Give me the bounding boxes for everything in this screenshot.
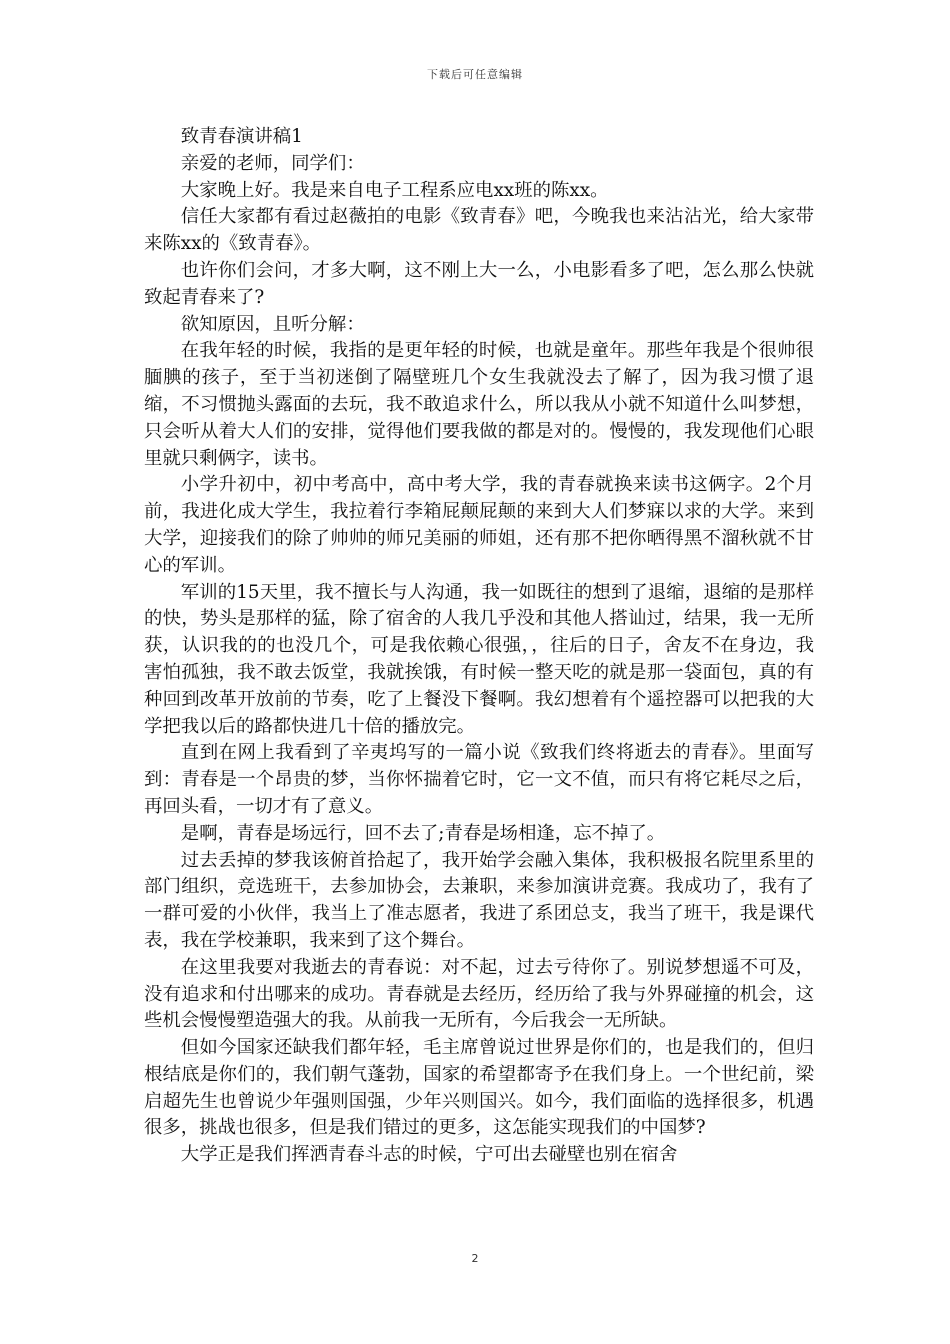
- paragraph: 也许你们会问，才多大啊，这不刚上大一么，小电影看多了吧，怎么那么快就致起青春来了?: [144, 259, 814, 308]
- paragraph: 大学正是我们挥洒青春斗志的时候，宁可出去碰壁也别在宿舍: [180, 1144, 678, 1166]
- paragraph: 小学升初中，初中考高中，高中考大学，我的青春就换来读书这俩字。2个月前，我进化成大学生，我拉着行李箱屁颠屁颠的来到大人们梦寐以求的大学。来到大学，迎接我们的除了帅帅的师兄美丽的师姐，还有那不把你晒得黑不溜秋就不甘心的军训。: [144, 474, 814, 576]
- paragraph: 大家晚上好。我是来自电子工程系应电xx班的陈xx。: [180, 179, 609, 201]
- page-number: 2: [471, 1252, 479, 1265]
- paragraph: 信任大家都有看过赵薇拍的电影《致青春》吧，今晚我也来沾沾光，给大家带来陈xx的《致青春》。: [144, 206, 814, 255]
- paragraph: 在我年轻的时候，我指的是更年轻的时候，也就是童年。那些年我是个很帅很腼腆的孩子，至于当初迷倒了隔壁班几个女生我就没去了解了，因为我习惯了退缩，不习惯抛头露面的去玩，我不敢追求什么，所以我从小就不知道什么叫梦想，只会听从着大人们的安排，觉得他们要我做的都是对的。慢慢的，我发现他们心眼里就只剩俩字，读书。: [144, 340, 814, 469]
- paragraph: 直到在网上我看到了辛夷坞写的一篇小说《致我们终将逝去的青春》。里面写到：青春是一个昂贵的梦，当你怀揣着它时，它一文不值，而只有将它耗尽之后，再回头看，一切才有了意义。: [144, 742, 814, 817]
- paragraph: 是啊，青春是场远行，回不去了;青春是场相逢，忘不掉了。: [180, 822, 666, 844]
- salutation: 亲爱的老师，同学们：: [180, 152, 365, 174]
- page-header-note: 下载后可任意编辑: [427, 68, 523, 81]
- paragraph: 过去丢掉的梦我该俯首拾起了，我开始学会融入集体，我积极报名院里系里的部门组织，竞选班干，去参加协会，去兼职，来参加演讲竞赛。我成功了，我有了一群可爱的小伙伴，我当上了准志愿者，我进了系团总支，我当了班干，我是课代表，我在学校兼职，我来到了这个舞台。: [144, 849, 814, 951]
- paragraph: 军训的15天里，我不擅长与人沟通，我一如既往的想到了退缩，退缩的是那样的快，势头是那样的猛，除了宿舍的人我几乎没和其他人搭讪过，结果，我一无所获，认识我的的也没几个，可是我依赖心很强，，往后的日子，舍友不在身边，我害怕孤独，我不敢去饭堂，我就挨饿，有时候一整天吃的就是那一袋面包，真的有种回到改革开放前的节奏，吃了上餐没下餐啊。我幻想着有个遥控器可以把我的大学把我以后的路都快进几十倍的播放完。: [144, 581, 814, 737]
- paragraph: 但如今国家还缺我们都年轻，毛主席曾说过世界是你们的，也是我们的，但归根结底是你们的，我们朝气蓬勃，国家的希望都寄予在我们身上。一个世纪前，梁启超先生也曾说少年强则国强，少年兴则国兴。如今，我们面临的选择很多，机遇很多，挑战也很多，但是我们错过的更多，这怎能实现我们的中国梦?: [144, 1037, 814, 1139]
- speech-body: [144, 124, 814, 1169]
- document-title: 致青春演讲稿1: [180, 126, 303, 147]
- paragraph: 在这里我要对我逝去的青春说：对不起，过去亏待你了。别说梦想遥不可及，没有追求和付出哪来的成功。青春就是去经历，经历给了我与外界碰撞的机会，这些机会慢慢塑造强大的我。从前我一无所有，今后我会一无所缺。: [144, 956, 814, 1032]
- paragraph: 欲知原因，且听分解：: [180, 313, 365, 335]
